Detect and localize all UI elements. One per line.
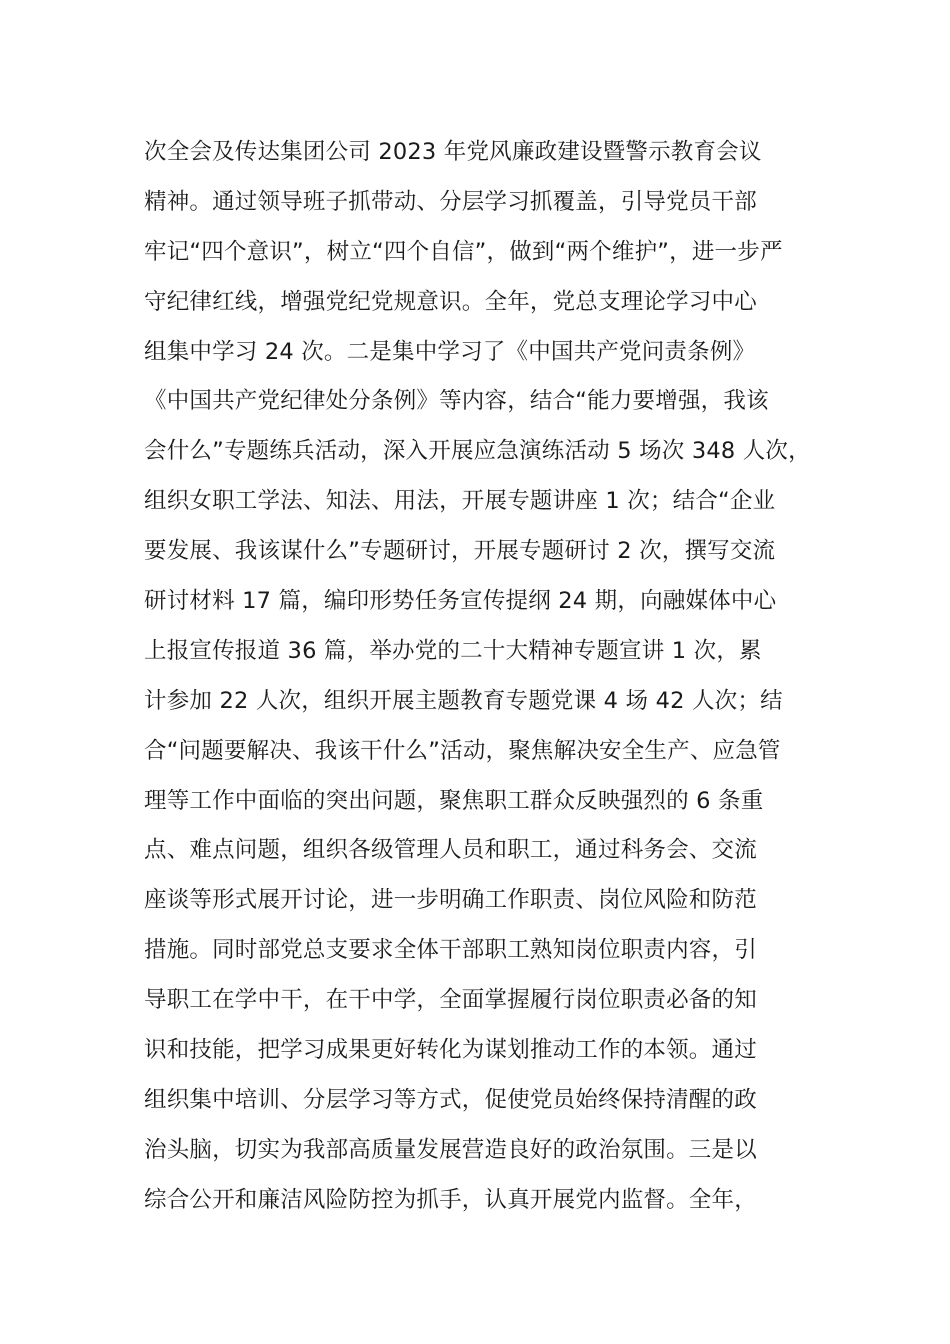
text-line: 组集中学习 24 次。二是集中学习了《中国共产党问责条例》 <box>144 338 756 365</box>
text-line: 牢记“四个意识”，树立“四个自信”，做到“两个维护”，进一步严 <box>144 238 783 265</box>
text-line: 计参加 22 人次，组织开展主题教育专题党课 4 场 42 人次；结 <box>144 687 783 714</box>
text-line: 要发展、我该谋什么”专题研讨，开展专题研讨 2 次，撰写交流 <box>144 538 776 565</box>
text-line: 措施。同时部党总支要求全体干部职工熟知岗位职责内容，引 <box>144 937 757 964</box>
text-line: 座谈等形式展开讨论，进一步明确工作职责、岗位风险和防范 <box>144 887 757 914</box>
text-line: 精神。通过领导班子抓带动、分层学习抓覆盖，引导党员干部 <box>144 188 757 215</box>
text-line: 组织女职工学法、知法、用法，开展专题讲座 1 次；结合“企业 <box>144 488 776 515</box>
text-line: 识和技能，把学习成果更好转化为谋划推动工作的本领。通过 <box>144 1037 757 1064</box>
text-line: 上报宣传报道 36 篇，举办党的二十大精神专题宣讲 1 次，累 <box>144 637 762 664</box>
body-text <box>144 128 844 1226</box>
text-line: 综合公开和廉洁风险防控为抓手，认真开展党内监督。全年， <box>144 1186 757 1213</box>
text-line: 研讨材料 17 篇，编印形势任务宣传提纲 24 期，向融媒体中心 <box>144 588 777 615</box>
text-line: 守纪律红线，增强党纪党规意识。全年，党总支理论学习中心 <box>144 288 757 315</box>
text-line: 治头脑，切实为我部高质量发展营造良好的政治氛围。三是以 <box>144 1136 757 1163</box>
text-line: 《中国共产党纪律处分条例》等内容，结合“能力要增强，我该 <box>144 388 769 415</box>
text-line: 组织集中培训、分层学习等方式，促使党员始终保持清醒的政 <box>144 1086 757 1113</box>
text-line: 导职工在学中干，在干中学，全面掌握履行岗位职责必备的知 <box>144 987 757 1014</box>
text-line: 理等工作中面临的突出问题，聚焦职工群众反映强烈的 6 条重 <box>144 787 764 814</box>
text-line: 次全会及传达集团公司 2023 年党风廉政建设暨警示教育会议 <box>144 139 762 165</box>
text-line: 会什么”专题练兵活动，深入开展应急演练活动 5 场次 348 人次， <box>144 438 811 465</box>
text-line: 点、难点问题，组织各级管理人员和职工，通过科务会、交流 <box>144 837 757 864</box>
text-line: 合“问题要解决、我该干什么”活动，聚焦解决安全生产、应急管 <box>144 737 781 764</box>
